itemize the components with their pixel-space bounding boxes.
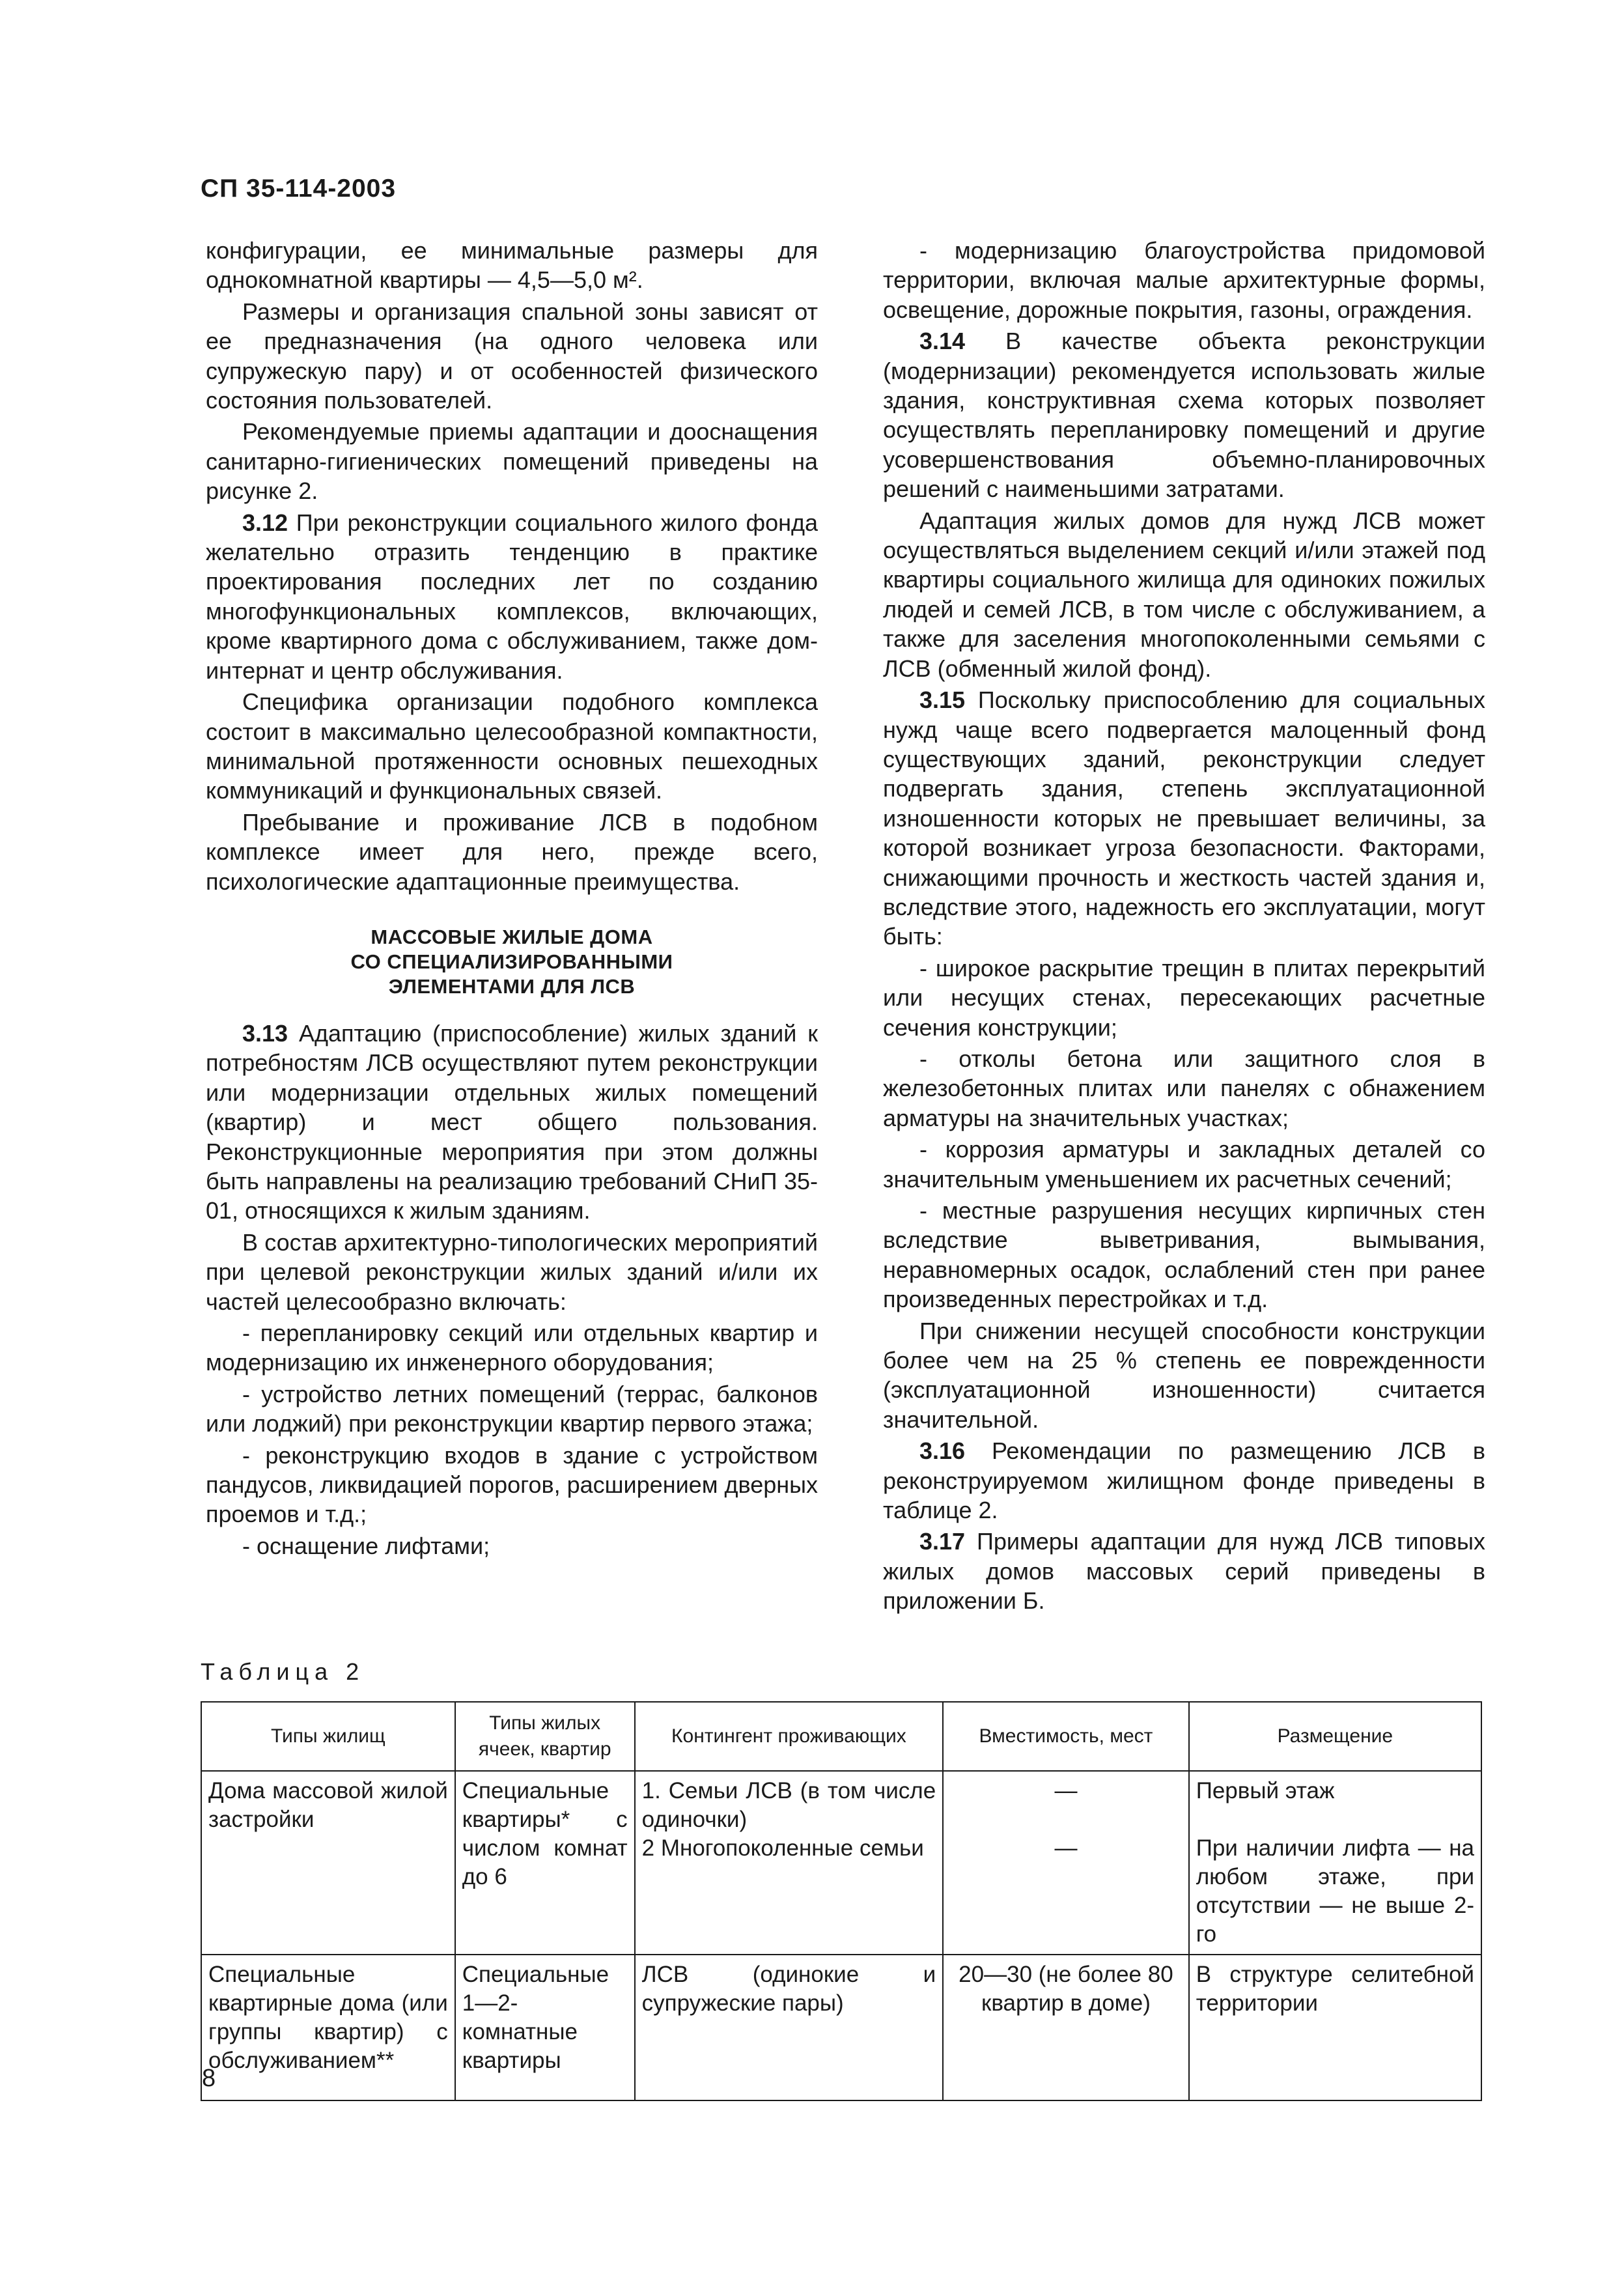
paragraph: В состав архитектурно-типологических мероприятий при целевой реконструкции жилых зданий и/или их частей целесообразно включать:	[206, 1228, 818, 1315]
list-item: - перепланировку секций или отдельных квартир и модернизацию их инженерного оборудования;	[206, 1320, 818, 1376]
paragraph-text: Рекомендации по размещению ЛСВ в реконструируемом жилищном фонде приведены в таблице 2.	[883, 1437, 1485, 1524]
paragraph-3-16	[883, 1436, 1485, 1525]
table-caption: Таблица 2	[201, 1658, 365, 1685]
table-cell	[943, 1771, 1189, 1955]
cell-line: При наличии лифта — на любом этаже, при отсутствии — не выше 2-го	[1196, 1835, 1474, 1947]
table-2	[201, 1701, 1482, 2101]
cell-line: Первый этаж	[1196, 1778, 1335, 1803]
table-cell	[1189, 1771, 1481, 1955]
right-column	[883, 236, 1485, 1618]
column-header: Размещение	[1189, 1702, 1481, 1771]
paragraph: При снижении несущей способности конструкции более чем на 25 % степень ее поврежденности (эксплуатационной изношенности) считается значительной.	[883, 1317, 1485, 1433]
paragraph: конфигурации, ее минимальные размеры для однокомнатной квартиры — 4,5—5,0 м².	[206, 237, 818, 294]
document-code: СП 35-114-2003	[201, 175, 397, 203]
clause-number: 3.13	[242, 1019, 288, 1047]
page-number: 8	[202, 2065, 216, 2092]
cell-line: —	[1054, 1835, 1078, 1861]
paragraph-text: Примеры адаптации для нужд ЛСВ типовых жилых домов массовых серий приведены в приложении Б.	[883, 1528, 1485, 1615]
left-column	[206, 236, 818, 1562]
paragraph-text: В качестве объекта реконструкции (модернизации) рекомендуется использовать жилые здания, конструктивная схема которых позволяет осуществлять перепланировку помещений и другие усовершенствования объемно-планировочных решений с наименьшими затратами.	[883, 328, 1485, 503]
cell-line: 1. Семьи ЛСВ (в том числе одиночки)	[641, 1778, 936, 1832]
column-header: Вместимость, мест	[943, 1702, 1189, 1771]
clause-number: 3.16	[919, 1437, 966, 1465]
clause-number: 3.14	[919, 328, 966, 355]
clause-number: 3.17	[919, 1528, 966, 1555]
section-title-line: ЭЛЕМЕНТАМИ ДЛЯ ЛСВ	[388, 974, 636, 998]
table-cell: Специальные квартиры* с числом комнат до 6	[455, 1771, 635, 1955]
section-title-line: СО СПЕЦИАЛИЗИРОВАННЫМИ	[350, 950, 673, 973]
table-cell: 20—30 (не более 80 квартир в доме)	[943, 1955, 1189, 2100]
cell-line: —	[1054, 1778, 1078, 1803]
table-cell: Специальные 1—2-комнатные квартиры	[455, 1955, 635, 2100]
table-cell	[635, 1771, 944, 1955]
list-item: - местные разрушения несущих кирпичных стен вследствие выветривания, вымывания, неравномерных осадок, ослаблений стен при ранее произведенных перестройках и т.д.	[883, 1197, 1485, 1313]
paragraph-3-17	[883, 1527, 1485, 1615]
cell-line: 2 Многопоколенные семьи	[641, 1835, 924, 1861]
paragraph: Рекомендуемые приемы адаптации и дооснащения санитарно-гигиенических помещений приведены на рисунке 2.	[206, 418, 818, 505]
table-row	[201, 1955, 1481, 2100]
paragraph: Пребывание и проживание ЛСВ в подобном комплексе имеет для него, прежде всего, психологические адаптационные преимущества.	[206, 808, 818, 895]
paragraph-text: Поскольку приспособлению для социальных нужд чаще всего подвергается малоценный фонд существующих зданий, реконструкции следует подвергать здания, степень эксплуатационной изношенности которых не превышает величины, за которой возникает угроза безопасности. Факторами, снижающими прочность и жесткость частей здания и, вследствие этого, надежность его эксплуатации, могут быть:	[883, 686, 1485, 950]
paragraph-3-13	[206, 1019, 818, 1226]
table-cell: В структуре селитебной территории	[1189, 1955, 1481, 2100]
table-row	[201, 1771, 1481, 1955]
table-header-row	[201, 1702, 1481, 1771]
list-item: - коррозия арматуры и закладных деталей со значительным уменьшением их расчетных сечений;	[883, 1136, 1485, 1193]
list-item: - устройство летних помещений (террас, балконов или лоджий) при реконструкции квартир первого этажа;	[206, 1380, 818, 1437]
paragraph: Адаптация жилых домов для нужд ЛСВ может осуществляться выделением секций и/или этажей под квартиры социального жилища для одиноких пожилых людей и семей ЛСВ, в том числе с обслуживанием, а также для заселения многопоколенными семьями с ЛСВ (обменный жилой фонд).	[883, 507, 1485, 682]
paragraph-3-14	[883, 326, 1485, 503]
table-cell: ЛСВ (одинокие и супружеские пары)	[635, 1955, 944, 2100]
paragraph-3-12	[206, 508, 818, 685]
column-header: Контингент проживающих	[635, 1702, 944, 1771]
table-cell: Специальные квартирные дома (или группы квартир) с обслуживанием**	[201, 1955, 455, 2100]
paragraph-text: При реконструкции социального жилого фонда желательно отразить тенденцию в практике проектирования последних лет по созданию многофункциональных комплексов, включающих, кроме квартирного дома с обслуживанием, также дом-интернат и центр обслуживания.	[206, 509, 818, 684]
paragraph-text: Адаптацию (приспособление) жилых зданий к потребностям ЛСВ осуществляют путем реконструкции или модернизации отдельных жилых помещений (квартир) и мест общего пользования. Реконструкционные мероприятия при этом должны быть направлены на реализацию требований СНиП 35-01, относящихся к жилым зданиям.	[206, 1019, 818, 1224]
paragraph: Размеры и организация спальной зоны зависят от ее предназначения (на одного человека или супружескую пару) и от особенностей физического состояния пользователей.	[206, 298, 818, 414]
column-header: Типы жилых ячеек, квартир	[455, 1702, 635, 1771]
clause-number: 3.15	[919, 686, 966, 714]
list-item: - оснащение лифтами;	[242, 1532, 490, 1559]
table-cell: Дома массовой жилой застройки	[201, 1771, 455, 1955]
column-header: Типы жилищ	[201, 1702, 455, 1771]
paragraph: Специфика организации подобного комплекса состоит в максимально целесообразной компактности, минимальной протяженности основных пешеходных коммуникаций и функциональных связей.	[206, 688, 818, 804]
list-item: - отколы бетона или защитного слоя в железобетонных плитах или панелях с обнажением арматуры на значительных участках;	[883, 1045, 1485, 1131]
list-item: - широкое раскрытие трещин в плитах перекрытий или несущих стенах, пересекающих расчетные сечения конструкции;	[883, 954, 1485, 1041]
paragraph-3-15	[883, 685, 1485, 952]
list-item: - реконструкцию входов в здание с устройством пандусов, ликвидацией порогов, расширением дверных проемов и т.д.;	[206, 1441, 818, 1528]
section-title	[206, 925, 818, 999]
list-item: - модернизацию благоустройства придомовой территории, включая малые архитектурные формы, освещение, дорожные покрытия, газоны, ограждения.	[883, 237, 1485, 323]
section-title-line: МАССОВЫЕ ЖИЛЫЕ ДОМА	[371, 925, 653, 948]
clause-number: 3.12	[242, 509, 288, 536]
